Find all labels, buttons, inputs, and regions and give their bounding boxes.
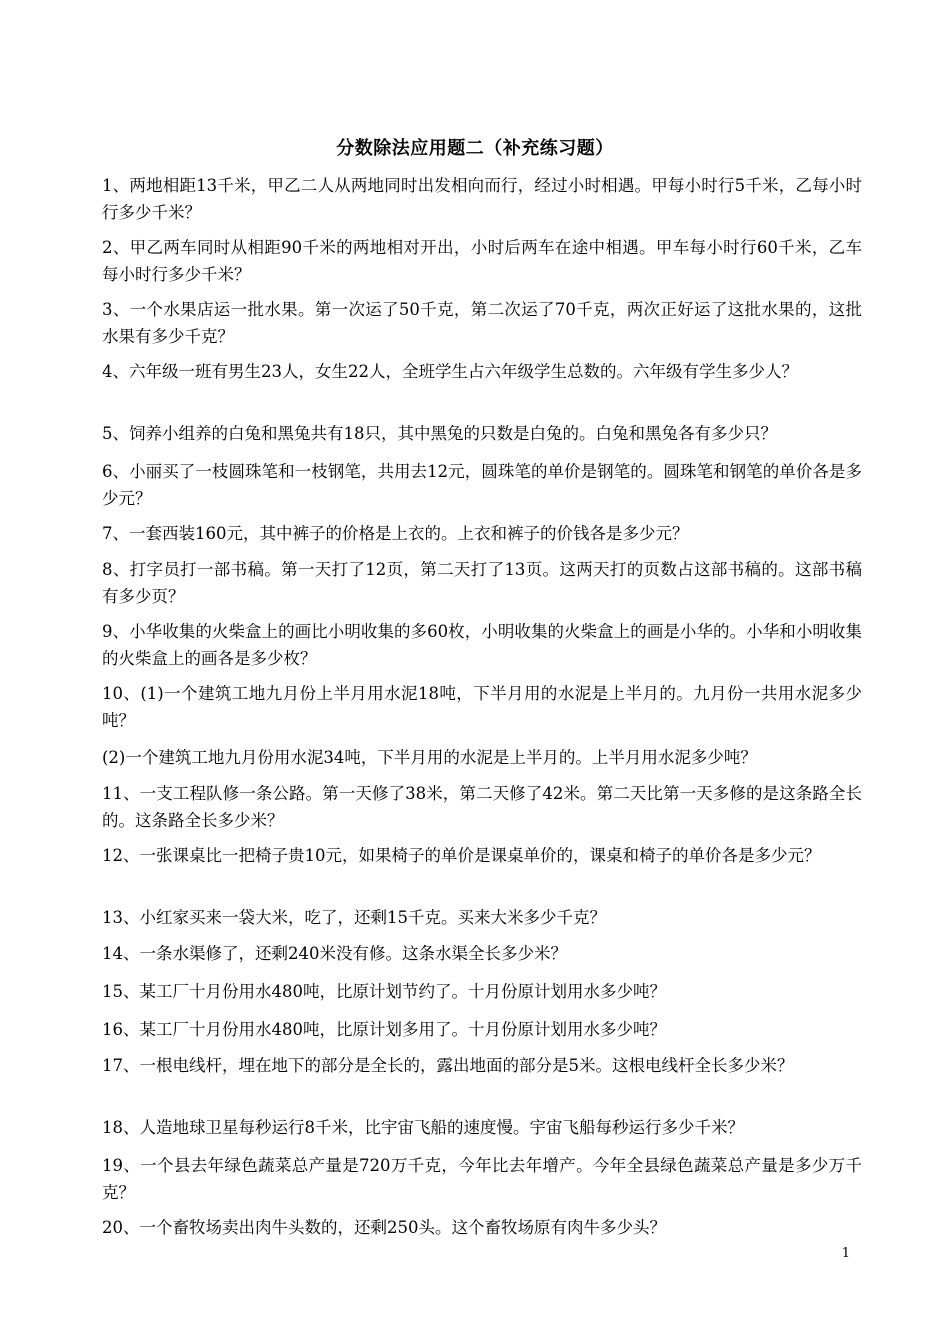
question-9: 9、小华收集的火柴盒上的画比小明收集的多60枚，小明收集的火柴盒上的画是小华的。小华和小明收集的火柴盒上的画各是多少枚？ xyxy=(102,622,862,668)
question-6: 6、小丽买了一枝圆珠笔和一枝钢笔，共用去12元，圆珠笔的单价是钢笔的。圆珠笔和钢笔的单价各是多少元？ xyxy=(102,462,862,508)
question-15: 15、某工厂十月份用水480吨，比原计划节约了。十月份原计划用水多少吨？ xyxy=(102,982,666,1001)
question-10-1: 10、(1)一个建筑工地九月份上半月用水泥18吨，下半月用的水泥是上半月的。九月份一共用水泥多少吨？ xyxy=(102,684,862,730)
question-18: 18、人造地球卫星每秒运行8千米，比宇宙飞船的速度慢。宇宙飞船每秒运行多少千米？ xyxy=(102,1118,744,1137)
question-16: 16、某工厂十月份用水480吨，比原计划多用了。十月份原计划用水多少吨？ xyxy=(102,1020,666,1039)
question-2: 2、甲乙两车同时从相距90千米的两地相对开出，小时后两车在途中相遇。甲车每小时行60千米，乙车每小时行多少千米？ xyxy=(102,238,862,284)
question-19: 19、一个县去年绿色蔬菜总产量是720万千克，今年比去年增产。今年全县绿色蔬菜总产量是多少万千克？ xyxy=(102,1156,862,1202)
question-5: 5、饲养小组养的白兔和黑兔共有18只，其中黑兔的只数是白兔的。白兔和黑兔各有多少只？ xyxy=(102,424,777,443)
question-20: 20、一个畜牧场卖出肉牛头数的，还剩250头。这个畜牧场原有肉牛多少头？ xyxy=(102,1218,666,1237)
question-4: 4、六年级一班有男生23人，女生22人，全班学生占六年级学生总数的。六年级有学生多少人？ xyxy=(102,362,798,381)
question-14: 14、一条水渠修了，还剩240米没有修。这条水渠全长多少米？ xyxy=(102,944,567,963)
question-1: 1、两地相距13千米，甲乙二人从两地同时出发相向而行，经过小时相遇。甲每小时行5千米，乙每小时行多少千米？ xyxy=(102,176,862,222)
question-13: 13、小红家买来一袋大米，吃了，还剩15千克。买来大米多少千克？ xyxy=(102,908,606,927)
question-17: 17、一根电线杆，埋在地下的部分是全长的，露出地面的部分是5米。这根电线杆全长多少米？ xyxy=(102,1056,794,1075)
page-title: 分数除法应用题二（补充练习题） xyxy=(336,138,614,159)
question-10-2: (2)一个建筑工地九月份用水泥34吨，下半月用的水泥是上半月的。上半月用水泥多少吨？ xyxy=(102,748,757,767)
page-number: 1 xyxy=(841,1246,850,1261)
question-8: 8、打字员打一部书稿。第一天打了12页，第二天打了13页。这两天打的页数占这部书稿的。这部书稿有多少页？ xyxy=(102,560,862,606)
question-3: 3、一个水果店运一批水果。第一次运了50千克，第二次运了70千克，两次正好运了这批水果的，这批水果有多少千克？ xyxy=(102,300,862,346)
question-11: 11、一支工程队修一条公路。第一天修了38米，第二天修了42米。第二天比第一天多修的是这条路全长的。这条路全长多少米？ xyxy=(102,784,862,830)
question-7: 7、一套西装160元，其中裤子的价格是上衣的。上衣和裤子的价钱各是多少元？ xyxy=(102,524,689,543)
question-12: 12、一张课桌比一把椅子贵10元，如果椅子的单价是课桌单价的，课桌和椅子的单价各是多少元？ xyxy=(102,846,821,865)
